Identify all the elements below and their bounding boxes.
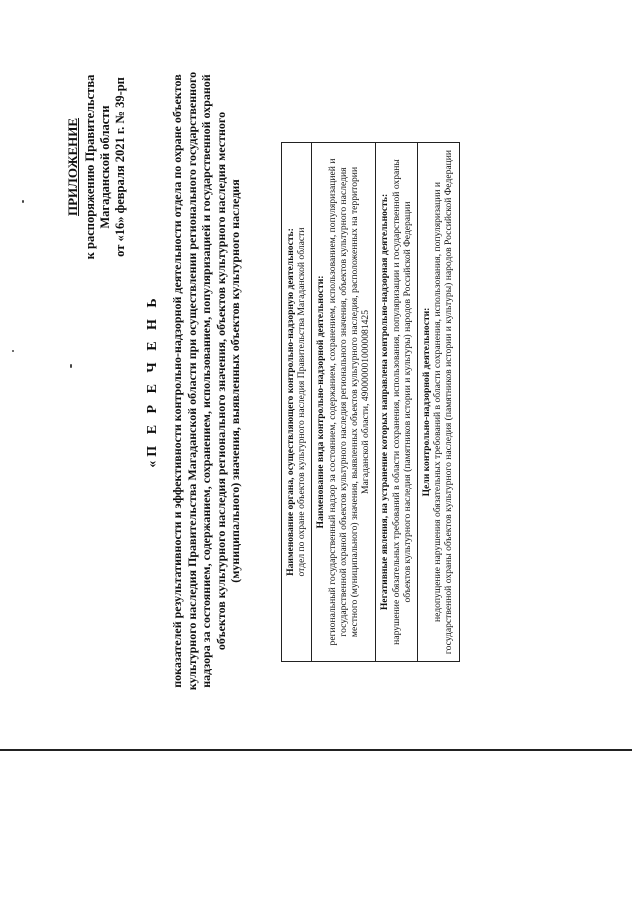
table-row xyxy=(312,143,376,662)
section-heading: Цели контрольно-надзорной деятельности: xyxy=(421,307,433,497)
document-title: «П Е Р Е Ч Е Н Ь xyxy=(145,294,160,468)
section-text: недопущение нарушения обязательных требований в области сохранения, использования, популяризации и государственной охраны объектов культурного наследия (памятников истории и культуры) народов Российской Федерации xyxy=(432,149,455,655)
table-row xyxy=(418,143,460,662)
table-row xyxy=(376,143,418,662)
appendix-line-2: Магаданской области xyxy=(98,105,112,229)
info-table xyxy=(281,142,460,662)
document-heading xyxy=(145,47,243,715)
appendix-title: ПРИЛОЖЕНИЕ xyxy=(65,117,80,217)
section-heading: Негативные явления, на устранение которых направлена контрольно-надзорная деятельность: xyxy=(379,193,391,611)
appendix-block xyxy=(65,47,128,287)
section-heading: Наименование органа, осуществляющего контрольно-надзорную деятельность: xyxy=(285,228,296,576)
appendix-line-3: от «16» февраля 2021 г. № 39-рп xyxy=(113,77,127,257)
document-subtitle: показателей результативности и эффективности контрольно-надзорной деятельности отдела по охране объектов культурного наследия Правительства Магаданской области при осуществлении регионального государственного надзора за состоянием, содержанием, сохранением, использованием, популяризацией и государственной охраной объектов культурного наследия регионального значения, объектов культурного наследия местного (муниципального) значения, выявленных объектов культурного наследия xyxy=(170,71,243,691)
rotated-document xyxy=(65,47,520,715)
section-text: региональный государственный надзор за состоянием, содержанием, сохранением, использованием, популяризацией и государственной охраной объектов культурного наследия регионального значения, объектов культурного наследия местного (муниципального) значения, выявленных объектов культурного наследия, расположенных на территории Магаданской области, 4900000010000081425 xyxy=(326,158,372,646)
scan-speck xyxy=(12,350,14,352)
section-text: нарушение обязательных требований в области сохранения, использования, популяризации и государственной охраны объектов культурного наследия (памятников истории и культуры) народов Российской Федерации xyxy=(390,159,413,645)
table-cell xyxy=(418,143,460,662)
page-divider-line xyxy=(0,749,632,751)
scan-speck xyxy=(22,200,24,203)
table-cell xyxy=(282,143,312,662)
section-heading: Наименование вида контрольно-надзорной деятельности: xyxy=(315,275,327,529)
appendix-line-1: к распоряжению Правительства xyxy=(83,74,97,260)
table-cell xyxy=(376,143,418,662)
section-text: отдел по охране объектов культурного наследия Правительства Магаданской области xyxy=(296,227,308,577)
table-row xyxy=(282,143,312,662)
table-cell xyxy=(312,143,376,662)
